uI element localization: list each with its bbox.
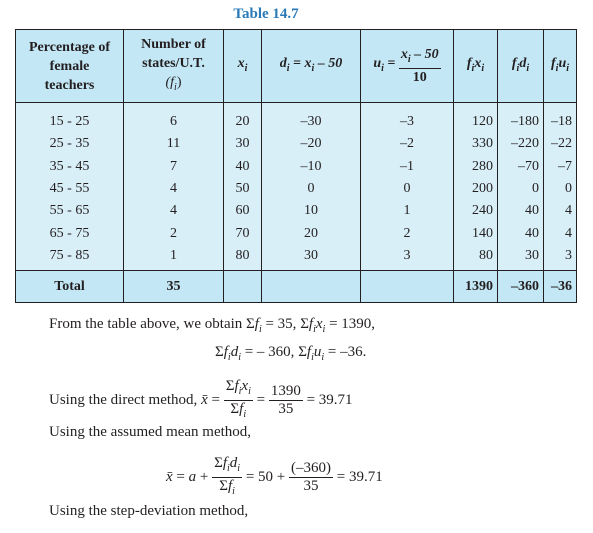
cell-xi: 50: [224, 178, 262, 200]
cell-fi: 1: [124, 245, 224, 271]
cell-class-interval: 55 - 65: [16, 200, 124, 222]
cell-ui: 3: [361, 245, 454, 271]
total-fi: 35: [124, 271, 224, 303]
cell-fiui: 4: [544, 223, 577, 245]
cell-fixi: 330: [454, 133, 498, 155]
cell-fixi: 200: [454, 178, 498, 200]
header-xi: $x_i$: [224, 30, 262, 103]
cell-ui: –2: [361, 133, 454, 155]
assumed-method-formula: x̄ = a + $\frac{\Sigma f_id_i}{\Sigma f_i}$ = 50 + $\frac{(-360)}{35}$ = 39.71: [166, 455, 383, 497]
cell-xi: 40: [224, 155, 262, 177]
cell-ui: –3: [361, 103, 454, 134]
header-fixi: $f_ix_i$: [454, 30, 498, 103]
cell-class-interval: 15 - 25: [16, 103, 124, 134]
cell-fi: 2: [124, 223, 224, 245]
cell-fi: 7: [124, 155, 224, 177]
cell-ui: 2: [361, 223, 454, 245]
cell-fi: 6: [124, 103, 224, 134]
total-label: Total: [16, 271, 124, 303]
cell-class-interval: 75 - 85: [16, 245, 124, 271]
cell-fiui: –18: [544, 103, 577, 134]
direct-method-line: Using the direct method, x̄ = $\frac{\Sigma f_ix_i}{\Sigma f_i}$ = $\frac{1390}{35}$ = 39.71: [49, 378, 353, 420]
cell-fiui: –7: [544, 155, 577, 177]
cell-class-interval: 35 - 45: [16, 155, 124, 177]
cell-ui: 1: [361, 200, 454, 222]
cell-fixi: 280: [454, 155, 498, 177]
sums-line-2: $\Sigma f_id_i$ = – 360, $\Sigma f_iu_i = -36$.: [215, 344, 367, 363]
table-row: [16, 178, 577, 200]
header-di: $d_i = x_i - 50$: [262, 30, 361, 103]
cell-fiui: –22: [544, 133, 577, 155]
assumed-method-label: Using the assumed mean method,: [49, 424, 252, 440]
cell-fixi: 240: [454, 200, 498, 222]
frequency-table: [15, 29, 577, 303]
total-row: [16, 271, 577, 303]
table-row: [16, 200, 577, 222]
table-row: [16, 155, 577, 177]
total-fiui: –36: [544, 271, 577, 303]
cell-fidi: –220: [498, 133, 544, 155]
cell-xi: 80: [224, 245, 262, 271]
table-caption: Table 14.7: [233, 6, 299, 22]
cell-di: 0: [262, 178, 361, 200]
step-deviation-label: Using the step-deviation method,: [49, 503, 249, 519]
cell-di: 20: [262, 223, 361, 245]
cell-fi: 11: [124, 133, 224, 155]
cell-xi: 60: [224, 200, 262, 222]
cell-fidi: 30: [498, 245, 544, 271]
header-row: [16, 30, 577, 103]
table-row: [16, 103, 577, 134]
cell-di: –10: [262, 155, 361, 177]
cell-xi: 30: [224, 133, 262, 155]
cell-ui: –1: [361, 155, 454, 177]
cell-fiui: 4: [544, 200, 577, 222]
cell-fixi: 80: [454, 245, 498, 271]
cell-di: –30: [262, 103, 361, 134]
total-fidi: –360: [498, 271, 544, 303]
header-ui: $u_i$ = $\frac{x_i - 50}{10}$: [361, 30, 454, 103]
cell-fidi: 40: [498, 200, 544, 222]
sums-line-1: From the table above, we obtain $\Sigma f_i = 35$, $\Sigma f_ix_i = 1390$,: [49, 316, 376, 335]
total-fixi: 1390: [454, 271, 498, 303]
table-row: [16, 223, 577, 245]
cell-di: 30: [262, 245, 361, 271]
header-fiui: $f_iu_i$: [544, 30, 577, 103]
table-row: [16, 245, 577, 271]
cell-fidi: –180: [498, 103, 544, 134]
cell-class-interval: 65 - 75: [16, 223, 124, 245]
table-row: [16, 133, 577, 155]
cell-fixi: 140: [454, 223, 498, 245]
cell-di: –20: [262, 133, 361, 155]
cell-di: 10: [262, 200, 361, 222]
cell-xi: 70: [224, 223, 262, 245]
cell-fi: 4: [124, 178, 224, 200]
cell-fiui: 3: [544, 245, 577, 271]
header-fidi: $f_id_i$: [498, 30, 544, 103]
cell-fixi: 120: [454, 103, 498, 134]
cell-ui: 0: [361, 178, 454, 200]
cell-class-interval: 25 - 35: [16, 133, 124, 155]
cell-fidi: –70: [498, 155, 544, 177]
cell-fidi: 0: [498, 178, 544, 200]
header-number-of-states: Number of states/U.T. $(f_i)$: [124, 30, 224, 103]
cell-fidi: 40: [498, 223, 544, 245]
cell-fi: 4: [124, 200, 224, 222]
cell-fiui: 0: [544, 178, 577, 200]
header-percentage: Percentage of female teachers: [16, 30, 124, 103]
cell-xi: 20: [224, 103, 262, 134]
cell-class-interval: 45 - 55: [16, 178, 124, 200]
